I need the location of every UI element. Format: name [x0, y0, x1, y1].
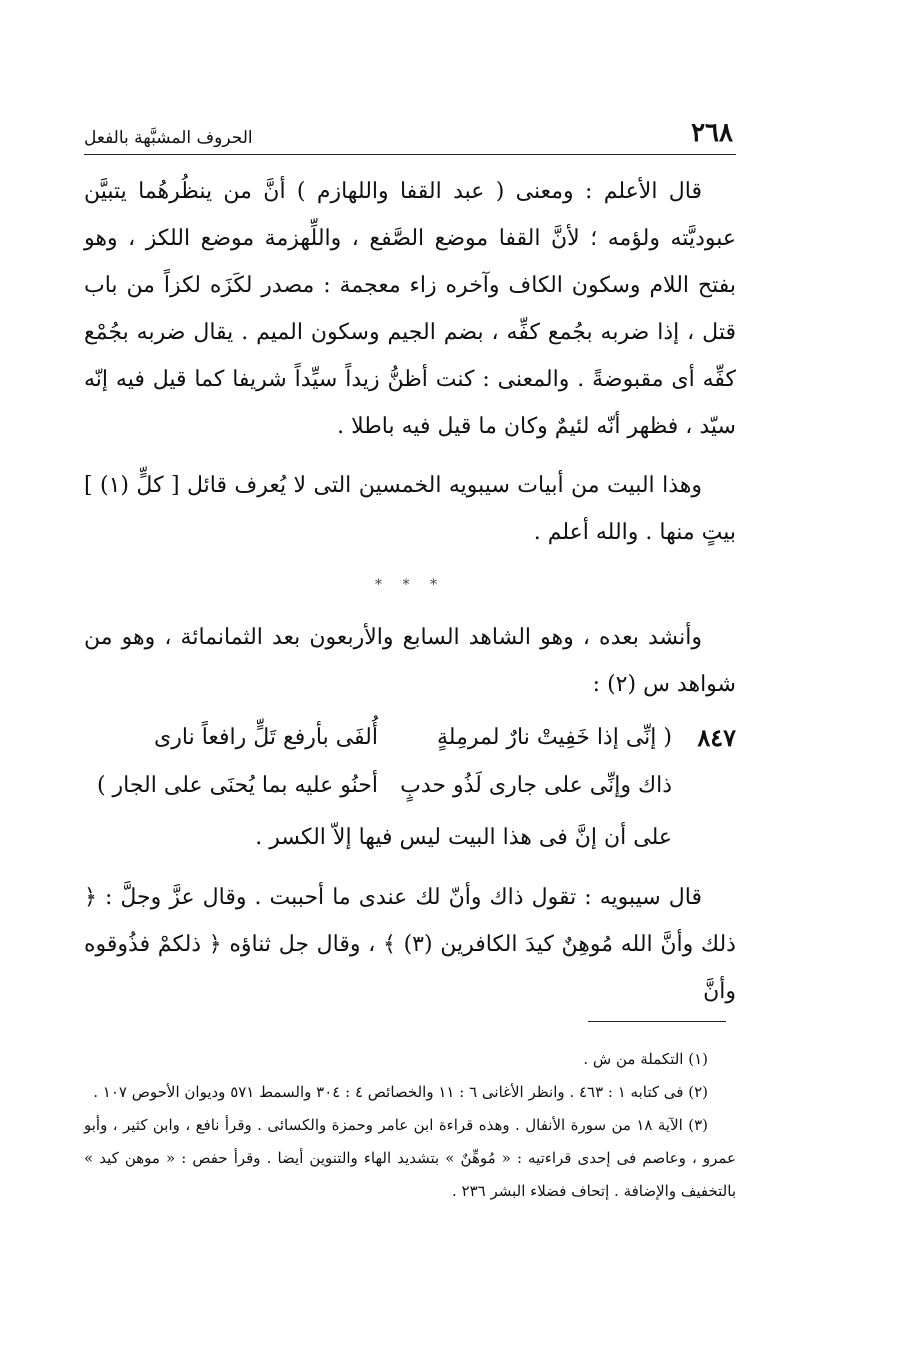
verse-hemistich-1a: ( إنِّى إذا خَفِيتْ نارٌ لمرمِلةٍ [437, 725, 672, 750]
verse-hemistich-1b: أُلفَى بأرفع تَلٍّ رافعاً نارى [154, 725, 378, 750]
verse-hemistich-2b: أحنُو عليه بما يُحنَى على الجار ) [96, 773, 378, 798]
footnote-rule [588, 1021, 726, 1022]
paragraph-sibawayh-fifty: وهذا البيت من أبيات سيبويه الخمسين التى لا يُعرف قائل [ كلٍّ (١) ] بيتٍ منها . والله أعلم . [84, 473, 736, 545]
paragraph-sibawayh-quote: قال سيبويه : تقول ذاك وأنّ لك عندى ما أحببت . وقال عزَّ وجلَّ : ﴿ ذلك وأنَّ الله مُوهِنٌ كيدَ الكافرين (٣) ﴾ ، وقال جل ثناؤه ﴿ ذلكمْ فذُوقوه وأنَّ [84, 885, 736, 1004]
header-rule [84, 154, 736, 155]
running-title: الحروف المشبَّهة بالفعل [84, 128, 253, 148]
poem-verse [84, 714, 736, 862]
verse-number: ٨٤٧ [697, 723, 736, 752]
page-header [84, 104, 733, 148]
verse-hemistich-2a: ذاك وإنِّى على جارى لَذُو حدبٍ [400, 773, 672, 798]
section-separator: * * * [375, 577, 445, 593]
paragraph-shahid-intro: وأنشد بعده ، وهو الشاهد السابع والأربعون بعد الثمانمائة ، وهو من شواهد س (٢) : [84, 625, 736, 697]
footnote-2: (٢) فى كتابه ١ : ٤٦٣ . وانظر الأغانى ٦ : ١١ والخصائص ٤ : ٣٠٤ والسمط ٥٧١ وديوان الأحوص ١٠٧ . [93, 1083, 708, 1101]
footnotes [84, 1043, 736, 1208]
footnote-1: (١) التكملة من ش . [583, 1050, 708, 1068]
footnote-3: (٣) الآية ١٨ من سورة الأنفال . وهذه قراءة ابن عامر وحمزة والكسائى . وقرأ نافع ، وابن كثير ، وأبو عمرو ، وعاصم فى إحدى قراءتيه : « مُوهِّنٌ » بتشديد الهاء والتنوين أيضا . وقرأ حفص : « موهن كيد » بالتخفيف والإضافة . إتحاف فضلاء البشر ٢٣٦ . [84, 1116, 736, 1200]
verse-line-2 [84, 762, 736, 810]
verse-commentary: على أن إنَّ فى هذا البيت ليس فيها إلاّ الكسر . [255, 825, 672, 850]
verse-line-1 [84, 714, 736, 762]
page-number: ٢٦٨ [691, 118, 733, 148]
main-text [84, 168, 736, 1015]
paragraph-alam-commentary: قال الأعلم : ومعنى ( عبد القفا واللهازم ) أنَّ من ينظُرهُما يتبيَّن عبوديَّته ولؤمه ؛ لأنَّ القفا موضع الصَّفع ، واللِّهزمة موضع اللكز ، وهو بفتح اللام وسكون الكاف وآخره زاء معجمة : مصدر لكَزَه لكزاً من باب قتل ، إذا ضربه بجُمع كفِّه ، بضم الجيم وسكون الميم . يقال ضربه بجُمْع كفِّه أى مقبوضةً . والمعنى : كنت أظنُّ زيداً سيِّداً شريفا كما قيل فيه إنّه سيّد ، فظهر أنّه لئيمٌ وكان ما قيل فيه باطلا . [84, 179, 736, 439]
